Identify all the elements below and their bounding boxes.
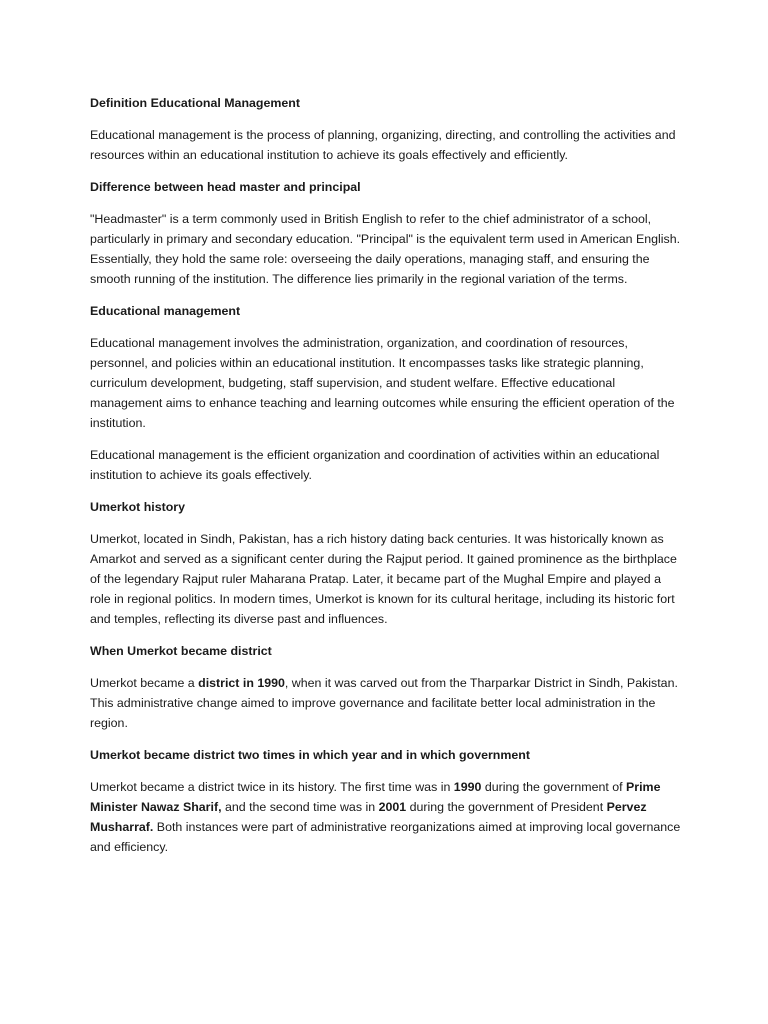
bold-text: 1990 <box>453 780 482 794</box>
section-heading: Educational management <box>90 304 241 318</box>
section-heading: Umerkot became district two times in which year and in which government <box>90 748 530 762</box>
section-paragraph: "Headmaster" is a term commonly used in British English to refer to the chief administrator of a school, particularly in primary and secondary education. "Principal" is the equivalent term used in American English. Essentially, they hold the same role: overseeing the daily operations, managing staff, and ensuring the smooth running of the institution. The difference lies primarily in the regional variation of the terms. <box>90 212 681 286</box>
section-paragraph: Educational management is the process of planning, organizing, directing, and controlling the activities and resources within an educational institution to achieve its goals effectively and efficiently. <box>90 128 676 162</box>
section-paragraph: Umerkot became a district twice in its history. The first time was in 1990 during the government of Prime Minister Nawaz Sharif, and the second time was in 2001 during the government of President Pervez Musharraf. Both instances were part of administrative reorganizations aimed at improving local governance and efficiency. <box>90 780 681 854</box>
section-heading: Definition Educational Management <box>90 96 300 110</box>
bold-text: Prime Minister Nawaz Sharif, <box>90 780 661 814</box>
section-heading: When Umerkot became district <box>90 644 272 658</box>
section-paragraph: Umerkot, located in Sindh, Pakistan, has a rich history dating back centuries. It was historically known as Amarkot and served as a significant center during the Rajput period. It gained prominence as the birthplace of the legendary Rajput ruler Maharana Pratap. Later, it became part of the Mughal Empire and played a role in regional politics. In modern times, Umerkot is known for its cultural heritage, including its historic fort and temples, reflecting its diverse past and influences. <box>90 532 677 626</box>
section-paragraph: Umerkot became a district in 1990, when it was carved out from the Tharparkar District in Sindh, Pakistan. This administrative change aimed to improve governance and facilitate better local administration in the region. <box>90 676 678 730</box>
section <box>90 497 682 629</box>
section-paragraph: Educational management is the efficient organization and coordination of activities within an educational institution to achieve its goals effectively. <box>90 448 660 482</box>
section-heading: Umerkot history <box>90 500 186 514</box>
section <box>90 641 682 733</box>
section <box>90 301 682 485</box>
section-paragraph: Educational management involves the administration, organization, and coordination of resources, personnel, and policies within an educational institution. It encompasses tasks like strategic planning, curriculum development, budgeting, staff supervision, and student welfare. Effective educational management aims to enhance teaching and learning outcomes while ensuring the efficient operation of the institution. <box>90 336 675 430</box>
bold-text: district in 1990 <box>198 676 285 690</box>
section <box>90 745 682 857</box>
document-page <box>90 93 682 869</box>
bold-text: Pervez Musharraf. <box>90 800 647 834</box>
section <box>90 177 682 289</box>
section <box>90 93 682 165</box>
section-heading: Difference between head master and principal <box>90 180 361 194</box>
bold-text: 2001 <box>378 800 407 814</box>
